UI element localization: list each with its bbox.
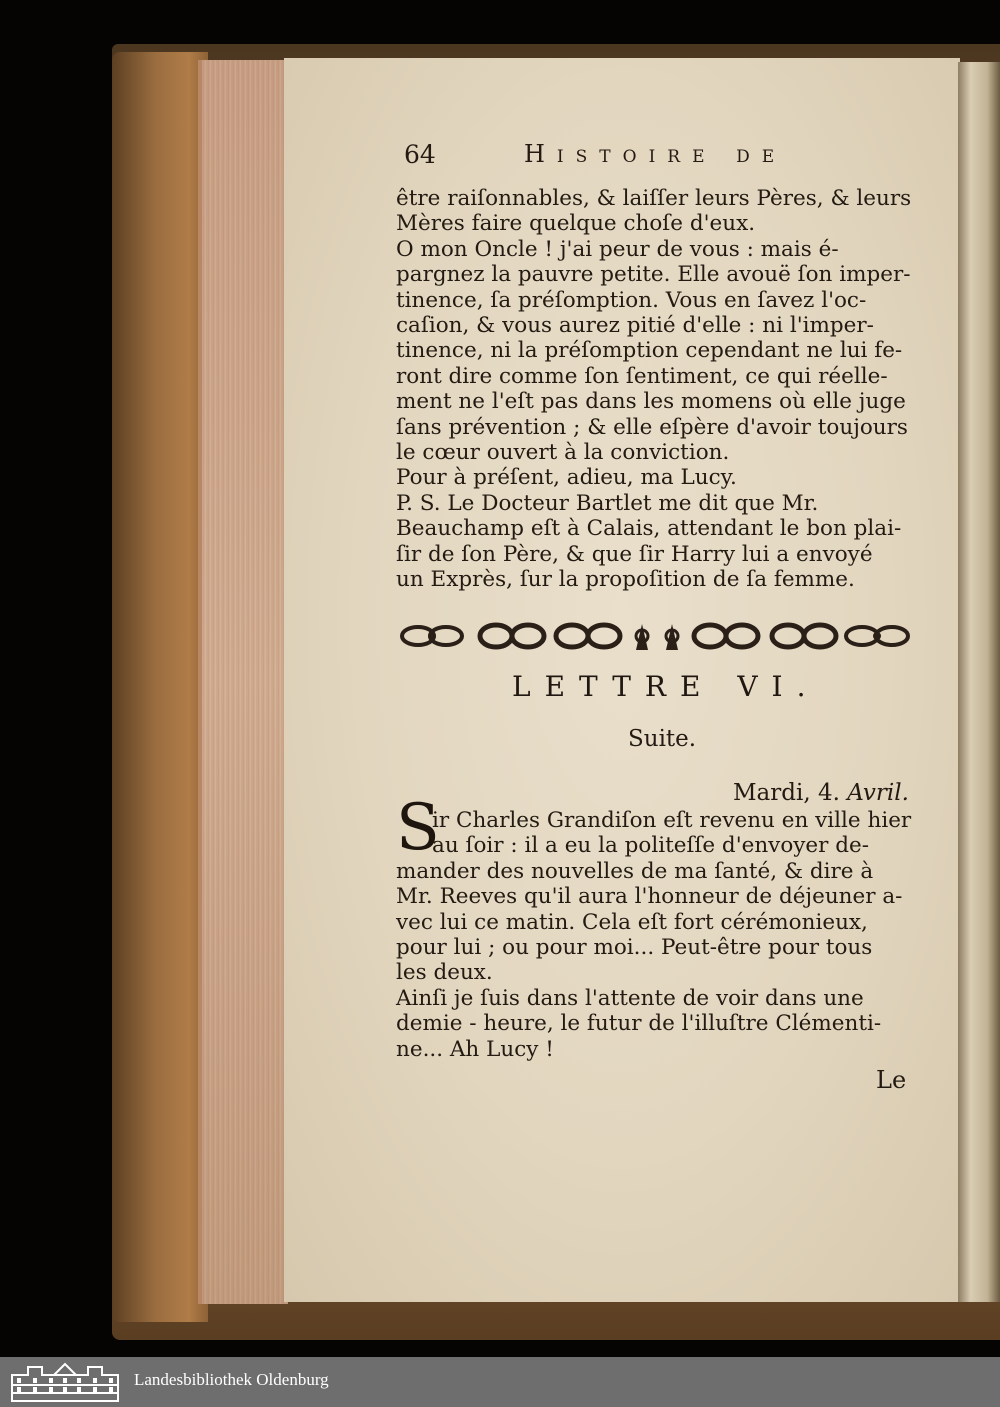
text-line: ront dire comme ſon ſentiment, ce qui réelle- [396,363,888,389]
text-line: pargnez la pauvre petite. Elle avouë ſon imper- [396,262,911,288]
text-line: ſir de ſon Père, & que ſir Harry lui a envoyé [396,541,873,567]
text-line: caſion, & vous aurez pitié d'elle : ni l'imper- [396,313,874,338]
library-name: Landesbibliothek Oldenburg [134,1370,329,1389]
text-line: Beauchamp eſt à Calais, attendant le bon plai- [396,516,902,542]
ornament-scroll-2 [480,625,544,647]
text-line: ſans prévention ; & elle eſpère d'avoir toujours [396,414,908,440]
catchword: Le [876,1066,907,1094]
letter-title: LETTRE VI. [512,670,820,703]
text-line: pour lui ; ou pour moi... Peut-être pour tous [396,935,873,960]
text-line: mander des nouvelles de ma ſanté, & dire à [396,858,874,884]
ornament-fleuron-1 [636,624,648,650]
library-building-logo [8,1361,122,1403]
ornament-fleuron-2 [666,624,678,650]
letter-dateline [733,780,909,806]
book-spine-edge [112,52,208,1322]
drop-cap: S [396,791,440,865]
text-line: être raiſonnables, & laiſſer leurs Pères, & leurs [396,186,912,211]
ornament-scroll-6 [846,627,908,645]
text-line: un Exprès, ſur la propoſition de ſa femme. [396,567,855,592]
text-line: vec lui ce matin. Cela eſt fort cérémonieux, [396,909,868,935]
page-number: 64 [404,140,436,169]
text-line: ment ne l'eſt pas dans les momens où elle juge [396,389,906,415]
ornament-scroll-4 [694,625,758,647]
running-head: Histoire de [524,140,787,168]
text-line: Mr. Reeves qu'il aura l'honneur de déjeuner a- [396,884,903,910]
date-month: Avril. [847,780,909,806]
letter-subtitle: Suite. [628,726,697,752]
library-footer-banner [0,1357,1000,1407]
printer-ornament-band [396,616,916,658]
ornament-scroll-3 [556,625,620,647]
text-line: ir Charles Grandiſon eſt revenu en ville hier [432,808,912,833]
text-line: O mon Oncle ! j'ai peur de vous : mais é- [396,236,839,262]
text-line: au ſoir : il a eu la politeſſe d'envoyer de- [432,833,870,859]
text-line: Ainſi je ſuis dans l'attente de voir dans une [396,985,864,1011]
date-prefix: Mardi, 4. [733,780,840,806]
running-header [404,140,824,180]
text-line: demie - heure, le futur de l'illuſtre Clémenti- [396,1011,882,1037]
text-line: les deux. [396,960,493,986]
text-line: tinence, ni la préſomption cependant ne lui fe- [396,338,903,364]
text-line: Mères faire quelque choſe d'eux. [396,211,756,237]
ornament-scroll-1 [402,627,462,645]
text-line: Pour à préſent, adieu, ma Lucy. [396,465,737,491]
text-line: tinence, ſa préſomption. Vous en ſavez l'oc- [396,287,867,313]
page-gutter [958,62,1000,1302]
text-line: P. S. Le Docteur Bartlet me dit que Mr. [396,490,819,516]
text-line: le cœur ouvert à la conviction. [396,440,730,465]
ornament-scroll-5 [772,625,836,647]
text-line: ne... Ah Lucy ! [396,1036,554,1062]
page-fore-edges [198,60,288,1304]
